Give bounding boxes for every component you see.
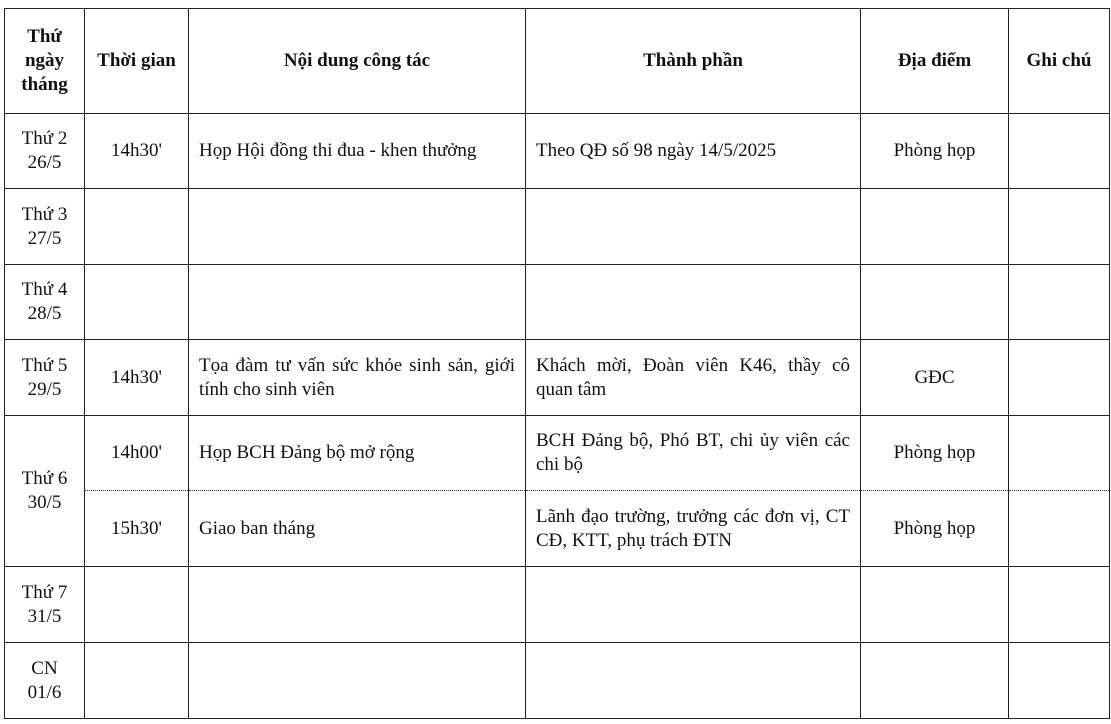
content-cell: Tọa đàm tư vấn sức khỏe sinh sản, giới tính cho sinh viên: [189, 340, 526, 416]
content-cell: [189, 567, 526, 643]
header-note: Ghi chú: [1009, 9, 1110, 114]
content-cell: Họp BCH Đảng bộ mở rộng: [189, 416, 526, 491]
header-participants: Thành phần: [526, 9, 861, 114]
note-cell: [1009, 114, 1110, 189]
location-cell: [861, 567, 1009, 643]
time-cell: [85, 643, 189, 719]
participants-cell: [526, 643, 861, 719]
participants-cell: [526, 265, 861, 340]
time-cell: 14h30': [85, 114, 189, 189]
participants-cell: Lãnh đạo trường, trưởng các đơn vị, CT CĐ, KTT, phụ trách ĐTN: [526, 491, 861, 567]
table-row: [5, 189, 1110, 265]
content-cell: Giao ban tháng: [189, 491, 526, 567]
location-cell: Phòng họp: [861, 114, 1009, 189]
location-cell: [861, 189, 1009, 265]
participants-cell: [526, 189, 861, 265]
day-cell: Thứ 5 29/5: [5, 340, 85, 416]
time-cell: 14h30': [85, 340, 189, 416]
time-cell: [85, 567, 189, 643]
time-cell: 15h30': [85, 491, 189, 567]
content-cell: [189, 643, 526, 719]
note-cell: [1009, 265, 1110, 340]
content-cell: [189, 265, 526, 340]
content-cell: [189, 189, 526, 265]
note-cell: [1009, 567, 1110, 643]
table-row: [5, 265, 1110, 340]
table-row: [5, 567, 1110, 643]
note-cell: [1009, 416, 1110, 491]
table-row: [5, 491, 1110, 567]
header-row: [5, 9, 1110, 114]
location-cell: Phòng họp: [861, 491, 1009, 567]
table-row: [5, 416, 1110, 491]
note-cell: [1009, 643, 1110, 719]
header-time: Thời gian: [85, 9, 189, 114]
table-row: [5, 114, 1110, 189]
day-cell: Thứ 4 28/5: [5, 265, 85, 340]
participants-cell: [526, 567, 861, 643]
time-cell: 14h00': [85, 416, 189, 491]
participants-cell: Khách mời, Đoàn viên K46, thầy cô quan tâm: [526, 340, 861, 416]
content-cell: Họp Hội đồng thi đua - khen thưởng: [189, 114, 526, 189]
note-cell: [1009, 491, 1110, 567]
participants-cell: BCH Đảng bộ, Phó BT, chi ủy viên các chi bộ: [526, 416, 861, 491]
table-row: [5, 340, 1110, 416]
header-day: Thứ ngày tháng: [5, 9, 85, 114]
day-cell: Thứ 6 30/5: [5, 416, 85, 567]
location-cell: [861, 643, 1009, 719]
time-cell: [85, 265, 189, 340]
schedule-table: [4, 8, 1110, 719]
note-cell: [1009, 189, 1110, 265]
day-cell: Thứ 3 27/5: [5, 189, 85, 265]
day-cell: CN 01/6: [5, 643, 85, 719]
participants-cell: Theo QĐ số 98 ngày 14/5/2025: [526, 114, 861, 189]
table-row: [5, 643, 1110, 719]
day-cell: Thứ 2 26/5: [5, 114, 85, 189]
header-location: Địa điểm: [861, 9, 1009, 114]
location-cell: Phòng họp: [861, 416, 1009, 491]
location-cell: GĐC: [861, 340, 1009, 416]
time-cell: [85, 189, 189, 265]
header-content: Nội dung công tác: [189, 9, 526, 114]
location-cell: [861, 265, 1009, 340]
day-cell: Thứ 7 31/5: [5, 567, 85, 643]
note-cell: [1009, 340, 1110, 416]
